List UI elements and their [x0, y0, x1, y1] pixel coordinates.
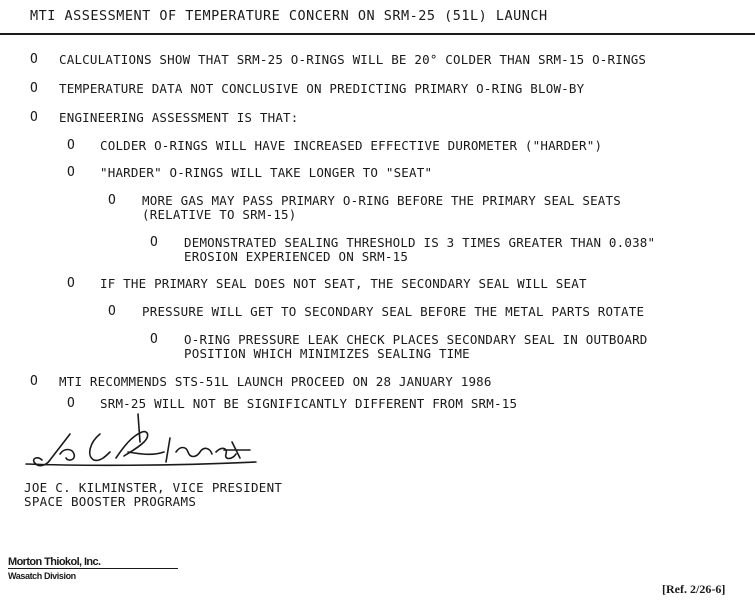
company-rule: [8, 568, 178, 569]
recommendation-line: MTI RECOMMENDS STS-51L LAUNCH PROCEED ON 28 JANUARY 1986: [59, 374, 492, 389]
bullet-marker: O: [150, 235, 158, 250]
bullet-marker: O: [30, 374, 38, 389]
bullet-marker: O: [108, 193, 116, 208]
title-rule: [0, 33, 755, 35]
assessment-line: COLDER O-RINGS WILL HAVE INCREASED EFFECTIVE DUROMETER ("HARDER"): [100, 138, 603, 153]
bullet-marker: O: [67, 165, 75, 180]
bullet-marker: O: [30, 81, 38, 96]
assessment-line-continued: POSITION WHICH MINIMIZES SEALING TIME: [184, 346, 470, 361]
bullet-marker: O: [67, 138, 75, 153]
assessment-line: DEMONSTRATED SEALING THRESHOLD IS 3 TIMES GREATER THAN 0.038": [184, 235, 656, 250]
assessment-line-continued: (RELATIVE TO SRM-15): [142, 207, 297, 222]
company-logo: Morton Thiokol, Inc.: [8, 556, 101, 568]
bullet-marker: O: [30, 52, 38, 67]
bullet-marker: O: [67, 276, 75, 291]
assessment-line: CALCULATIONS SHOW THAT SRM-25 O-RINGS WILL BE 20° COLDER THAN SRM-15 O-RINGS: [59, 52, 647, 67]
assessment-line: IF THE PRIMARY SEAL DOES NOT SEAT, THE SECONDARY SEAL WILL SEAT: [100, 276, 587, 291]
bullet-marker: O: [67, 396, 75, 411]
assessment-line: MORE GAS MAY PASS PRIMARY O-RING BEFORE THE PRIMARY SEAL SEATS: [142, 193, 621, 208]
handwritten-signature-icon: [20, 412, 260, 484]
memo-title: MTI ASSESSMENT OF TEMPERATURE CONCERN ON SRM-25 (51L) LAUNCH: [30, 8, 548, 24]
signer-program: SPACE BOOSTER PROGRAMS: [24, 494, 197, 509]
signer-name-title: JOE C. KILMINSTER, VICE PRESIDENT: [24, 480, 283, 495]
division-name: Wasatch Division: [8, 571, 76, 581]
assessment-line-continued: EROSION EXPERIENCED ON SRM-15: [184, 249, 409, 264]
assessment-line: ENGINEERING ASSESSMENT IS THAT:: [59, 110, 299, 125]
assessment-line: SRM-25 WILL NOT BE SIGNIFICANTLY DIFFERENT FROM SRM-15: [100, 396, 518, 411]
assessment-line: PRESSURE WILL GET TO SECONDARY SEAL BEFORE THE METAL PARTS ROTATE: [142, 304, 645, 319]
assessment-line: TEMPERATURE DATA NOT CONCLUSIVE ON PREDICTING PRIMARY O-RING BLOW-BY: [59, 81, 585, 96]
bullet-marker: O: [108, 304, 116, 319]
assessment-line: "HARDER" O-RINGS WILL TAKE LONGER TO "SEAT": [100, 165, 433, 180]
reference-label: [Ref. 2/26-6]: [662, 582, 726, 596]
bullet-marker: O: [150, 332, 158, 347]
bullet-marker: O: [30, 110, 38, 125]
assessment-line: O-RING PRESSURE LEAK CHECK PLACES SECONDARY SEAL IN OUTBOARD: [184, 332, 648, 347]
